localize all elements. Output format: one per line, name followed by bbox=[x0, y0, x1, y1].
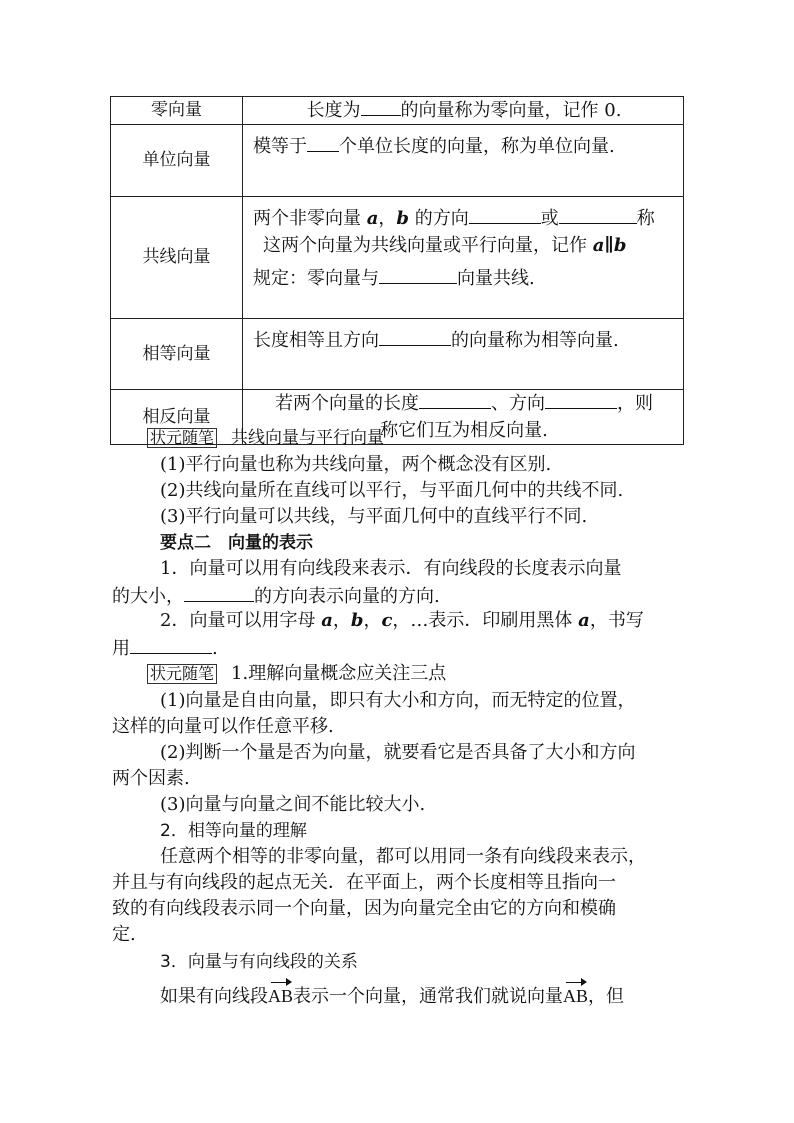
paragraph-line: 2．向量可以用字母 a，b，c，…表示．印刷用黑体 a，书写 bbox=[160, 610, 644, 631]
vector-ab: AB bbox=[268, 986, 294, 1006]
paragraph-line: 致的有向线段表示同一个向量，因为向量完全由它的方向和模确 bbox=[112, 898, 616, 919]
subheading: 3．向量与有向线段的关系 bbox=[160, 952, 358, 972]
vector-concepts-table bbox=[110, 96, 684, 445]
vector-ab: AB bbox=[563, 986, 589, 1006]
paragraph-line: (2)判断一个量是否为向量，就要看它是否具备了大小和方向 bbox=[160, 742, 636, 763]
definition-cell: 模等于 个单位长度的向量，称为单位向量. bbox=[243, 125, 684, 197]
term-cell: 零向量 bbox=[111, 97, 243, 125]
paragraph-line: (3)向量与向量之间不能比较大小. bbox=[160, 794, 426, 815]
paragraph-line: 的大小， 的方向表示向量的方向. bbox=[112, 583, 440, 609]
table-row bbox=[111, 125, 684, 197]
paragraph-line: 两个因素. bbox=[112, 768, 190, 789]
note-item: (2)共线向量所在直线可以平行，与平面几何中的共线不同. bbox=[160, 480, 624, 501]
note-item: (1)平行向量也称为共线向量，两个概念没有区别. bbox=[160, 454, 552, 475]
definition-cell: 若两个向量的长度 、方向 ，则 称它们互为相反向量. bbox=[243, 390, 684, 445]
paragraph-line: 1．向量可以用有向线段来表示．有向线段的长度表示向量 bbox=[160, 558, 622, 579]
term-cell: 单位向量 bbox=[111, 125, 243, 197]
paragraph-line: 任意两个相等的非零向量，都可以用同一条有向线段来表示， bbox=[160, 846, 646, 867]
paragraph-line: 这样的向量可以作任意平移. bbox=[112, 716, 334, 737]
note-item: (3)平行向量可以共线，与平面几何中的直线平行不同. bbox=[160, 506, 588, 527]
table-row bbox=[111, 197, 684, 319]
paragraph-line: (1)向量是自由向量，即只有大小和方向，而无特定的位置， bbox=[160, 690, 636, 711]
paragraph-line: 定. bbox=[112, 924, 136, 945]
paragraph-line: 如果有向线段AB表示一个向量，通常我们就说向量AB，但 bbox=[160, 986, 625, 1007]
section-heading: 要点二 向量的表示 bbox=[160, 533, 313, 553]
definition-cell: 长度相等且方向 的向量称为相等向量. bbox=[243, 319, 684, 390]
table-row bbox=[111, 319, 684, 390]
term-cell: 相等向量 bbox=[111, 319, 243, 390]
paragraph-line: 用 . bbox=[112, 635, 218, 661]
note-heading: 状元随笔 共线向量与平行向量 bbox=[147, 426, 384, 450]
note-heading: 状元随笔 1.理解向量概念应关注三点 bbox=[147, 662, 446, 686]
subheading: 2．相等向量的理解 bbox=[160, 821, 307, 841]
note-tag: 状元随笔 bbox=[147, 664, 217, 684]
definition-cell: 两个非零向量 a，b 的方向 或 称 这两个向量为共线向量或平行向量，记作 a∥b 规定：零向量与 向量共线. bbox=[243, 197, 684, 319]
term-cell: 相反向量 bbox=[111, 390, 243, 445]
definition-cell: 长度为 的向量称为零向量，记作 0. bbox=[243, 97, 684, 125]
paragraph-line: 并且与有向线段的起点无关．在平面上，两个长度相等且指向一 bbox=[112, 872, 616, 893]
table-row bbox=[111, 97, 684, 125]
term-cell: 共线向量 bbox=[111, 197, 243, 319]
note-tag: 状元随笔 bbox=[147, 428, 217, 448]
